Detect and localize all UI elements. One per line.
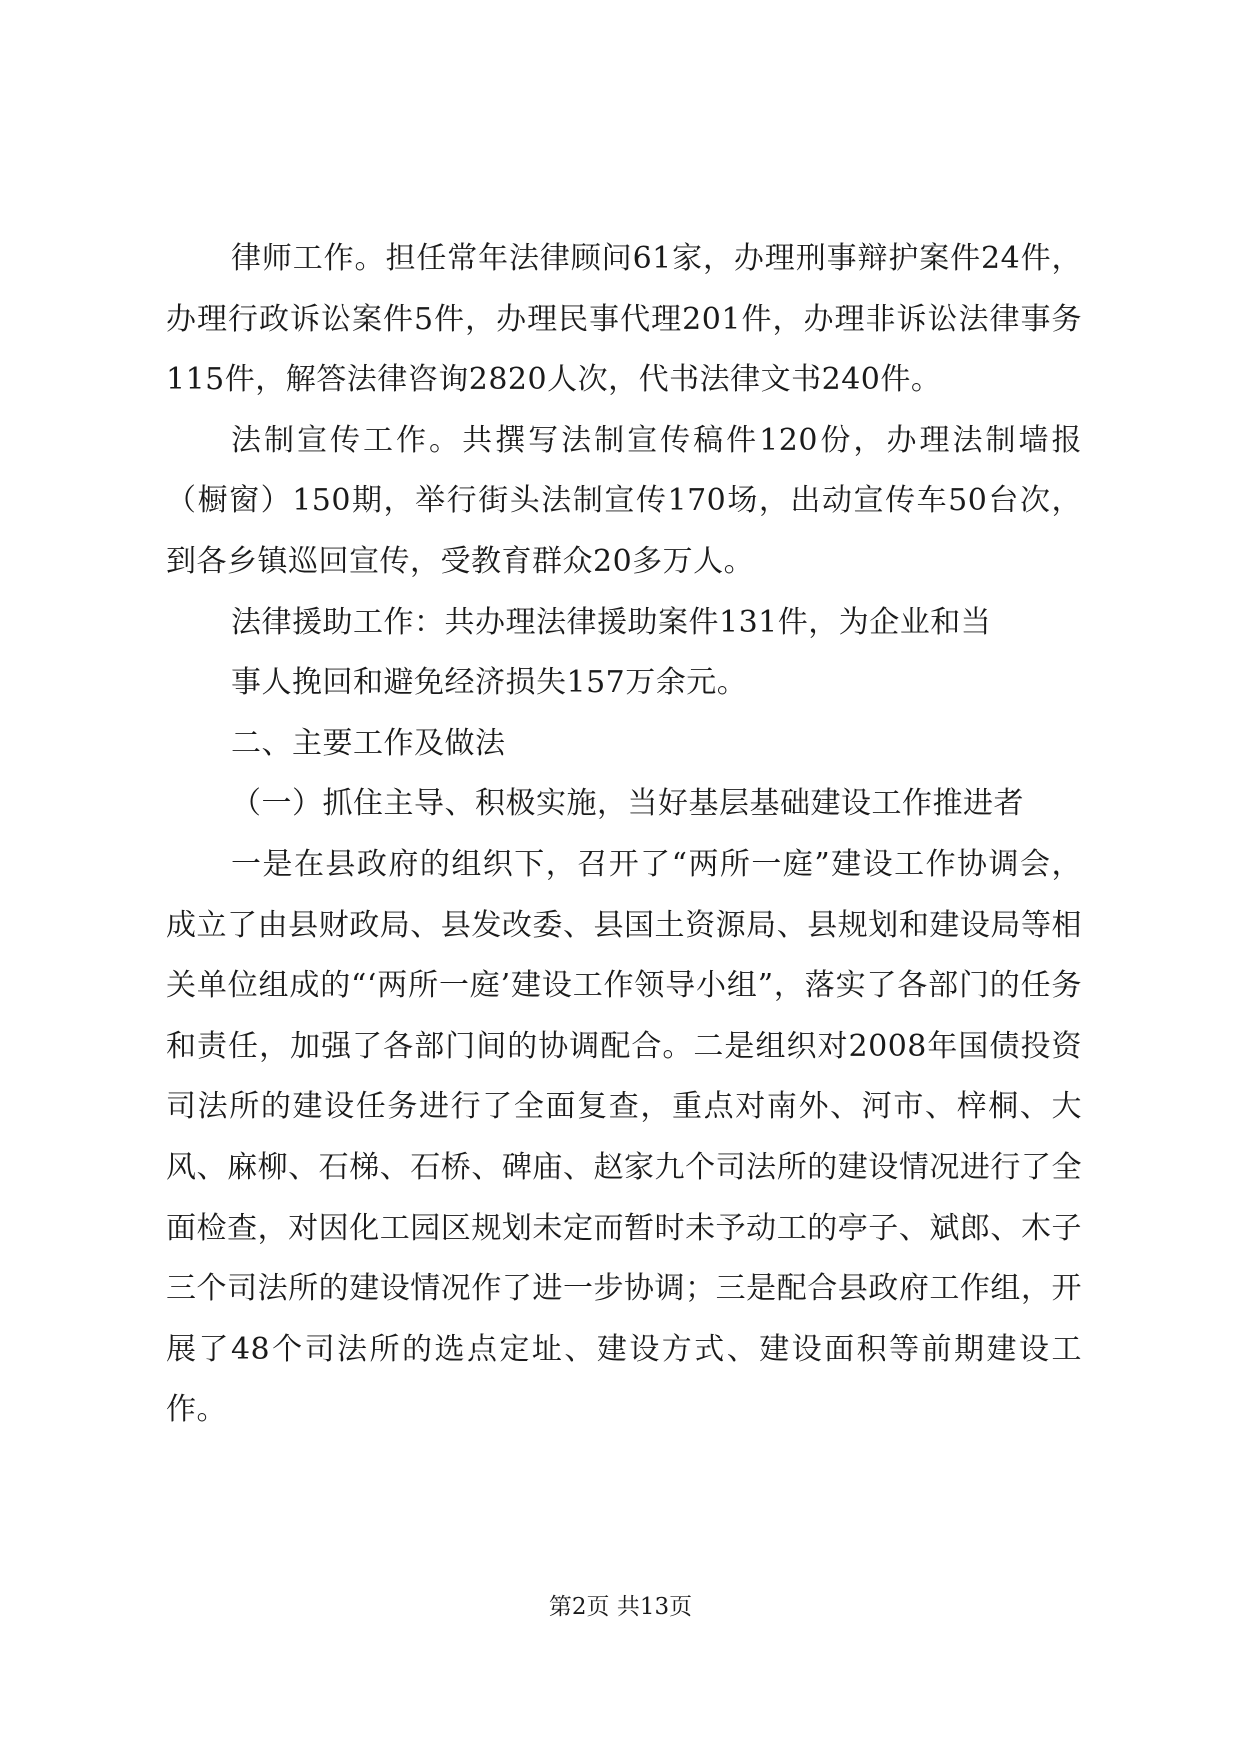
- paragraph-construction-work: 一是在县政府的组织下，召开了“两所一庭”建设工作协调会，成立了由县财政局、县发改委、县国土资源局、县规划和建设局等相关单位组成的“‘两所一庭’建设工作领导小组”，落实了各部门的任务和责任，加强了各部门间的协调配合。二是组织对2008年国债投资司法所的建设任务进行了全面复查，重点对南外、河市、梓桐、大风、麻柳、石梯、石桥、碑庙、赵家九个司法所的建设情况进行了全面检查，对因化工园区规划未定而暂时未予动工的亭子、斌郎、木子三个司法所的建设情况作了进一步协调；三是配合县政府工作组，开展了48个司法所的选点定址、建设方式、建设面积等前期建设工作。: [166, 846, 1082, 1428]
- paragraph-legal-aid-line-1: 法律援助工作：共办理法律援助案件131件，为企业和当: [231, 604, 992, 640]
- page-number-footer: 第2页 共13页: [548, 1594, 693, 1620]
- subsection-heading-1: （一）抓住主导、积极实施，当好基层基础建设工作推进者: [231, 786, 1024, 822]
- paragraph-legal-publicity: 法制宣传工作。共撰写法制宣传稿件120份，办理法制墙报（橱窗）150期，举行街头法制宣传170场，出动宣传车50台次，到各乡镇巡回宣传，受教育群众20多万人。: [166, 422, 1082, 579]
- section-heading-main-work: 二、主要工作及做法: [231, 725, 506, 761]
- paragraph-lawyer-work: 律师工作。担任常年法律顾问61家，办理刑事辩护案件24件，办理行政诉讼案件5件，办理民事代理201件，办理非诉讼法律事务115件，解答法律咨询2820人次，代书法律文书240件。: [166, 241, 1082, 398]
- document-body: [166, 229, 1082, 1441]
- paragraph-legal-aid-line-2: 事人挽回和避免经济损失157万余元。: [231, 665, 748, 701]
